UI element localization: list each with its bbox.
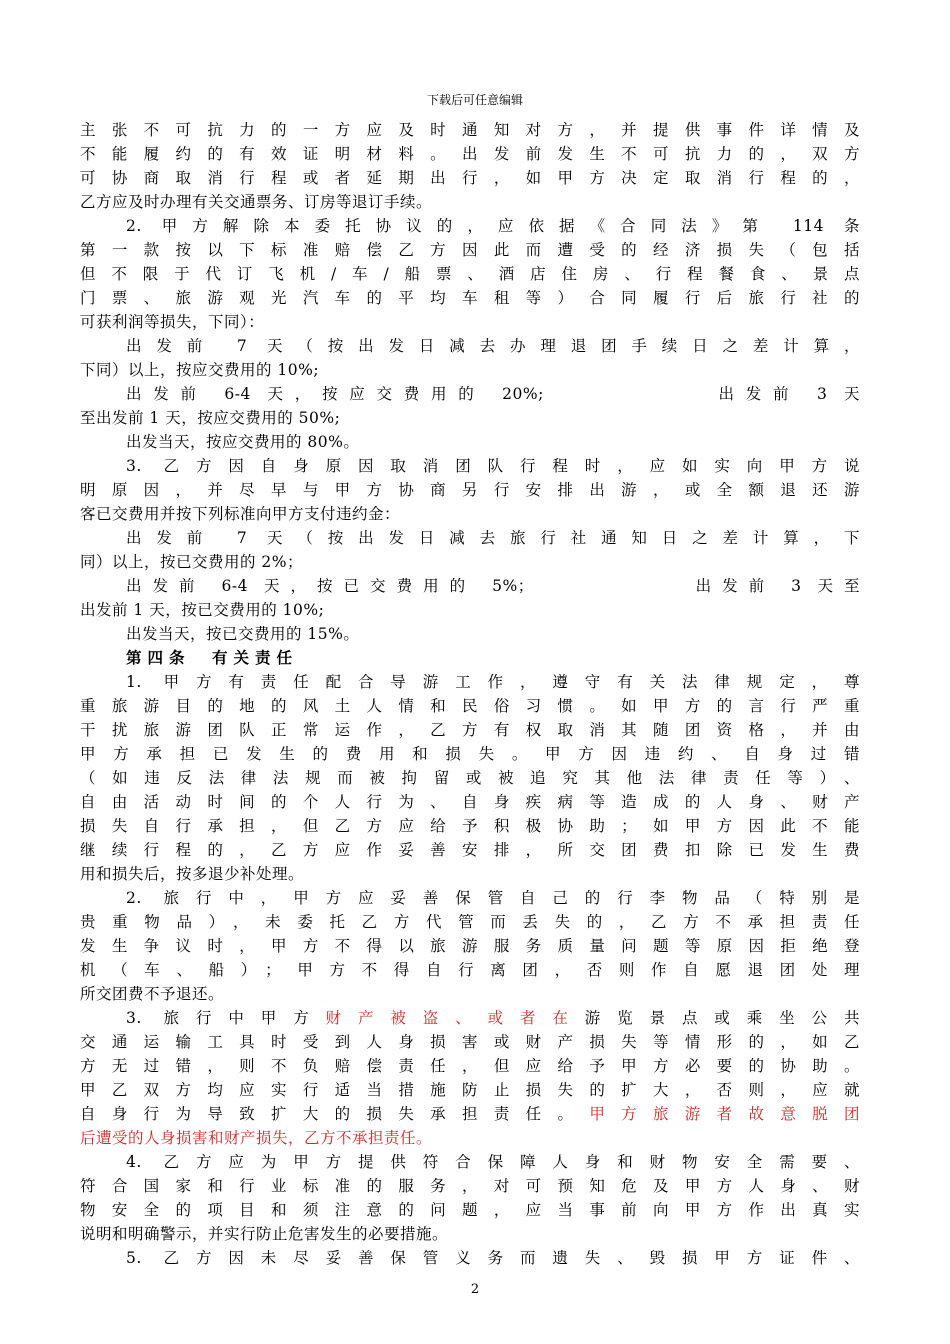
text-line	[80, 310, 860, 334]
text-line	[80, 814, 860, 838]
text-segment: 出发前 7 天（按出发日减去旅行社通知日之差计算，下	[126, 529, 860, 547]
text-line	[80, 766, 860, 790]
text-segment: 出发前 1 天，按已交费用的 10%;	[80, 601, 325, 619]
text-line	[80, 1006, 860, 1030]
text-segment: 可协商取消行程或者延期出行，如甲方决定取消行程的，	[80, 169, 860, 187]
text-line	[80, 1126, 860, 1150]
highlighted-text: 甲方旅游者故意脱团	[589, 1105, 860, 1123]
text-line	[80, 526, 860, 550]
text-line	[80, 142, 860, 166]
text-line	[80, 742, 860, 766]
text-line	[80, 262, 860, 286]
text-line	[80, 670, 860, 694]
text-line	[80, 1198, 860, 1222]
text-line	[80, 838, 860, 862]
text-segment: 符合国家和行业标准的服务，对可预知危及甲方人身、财	[80, 1177, 860, 1195]
text-line	[80, 286, 860, 310]
text-line	[80, 502, 860, 526]
text-segment: 下同）以上，按应交费用的 10%;	[80, 361, 320, 379]
text-segment: 出发前 6-4 天，按已交费用的 5%； 出发前 3 天至	[126, 577, 860, 595]
text-segment: 乙方应及时办理有关交通票务、订房等退订手续。	[80, 193, 433, 211]
text-line	[80, 190, 860, 214]
text-line	[80, 934, 860, 958]
text-segment: 同）以上，按已交费用的 2%；	[80, 553, 304, 571]
text-segment: 交通运输工具时受到人身损害或财产损失等情形的，如乙	[80, 1033, 860, 1051]
text-segment: 不能履约的有效证明材料。出发前发生不可抗力的，双方	[80, 145, 860, 163]
text-segment: 明原因，并尽早与甲方协商另行安排出游，或全额退还游	[80, 481, 860, 499]
text-line	[80, 910, 860, 934]
text-line	[80, 694, 860, 718]
highlighted-text: 财产被盗、或者在	[325, 1009, 585, 1027]
text-line	[80, 214, 860, 238]
text-segment: 游览景点或乘坐公共	[584, 1009, 860, 1027]
text-segment: 3. 乙方因自身原因取消团队行程时，应如实向甲方说	[126, 457, 860, 475]
text-line	[80, 1150, 860, 1174]
section-heading	[80, 646, 860, 670]
text-line	[80, 1102, 860, 1126]
text-segment: （如违反法律法规而被拘留或被追究其他法律责任等）、	[80, 769, 860, 787]
text-segment: 1. 甲方有责任配合导游工作，遵守有关法律规定，尊	[126, 673, 860, 691]
text-segment: 但不限于代订飞机/车/船票、酒店住房、行程餐食、景点	[80, 265, 860, 283]
text-line	[80, 118, 860, 142]
text-segment: 门票、旅游观光汽车的平均车租等）合同履行后旅行社的	[80, 289, 860, 307]
text-segment: 发生争议时，甲方不得以旅游服务质量问题等原因拒绝登	[80, 937, 860, 955]
text-line	[80, 454, 860, 478]
text-segment: 物安全的项目和须注意的问题，应当事前向甲方作出真实	[80, 1201, 860, 1219]
text-line	[80, 1246, 860, 1270]
document-body	[80, 118, 860, 1270]
text-line	[80, 166, 860, 190]
text-segment: 损失自行承担，但乙方应给予积极协助；如甲方因此不能	[80, 817, 860, 835]
text-line	[80, 622, 860, 646]
text-segment: 说明和明确警示，并实行防止危害发生的必要措施。	[80, 1225, 449, 1243]
text-line	[80, 718, 860, 742]
text-segment: 3. 旅行中甲方	[126, 1009, 326, 1027]
page-number: 2	[470, 1282, 480, 1297]
text-segment: 客已交费用并按下列标准向甲方支付违约金：	[80, 505, 401, 523]
page-header: 下载后可任意编辑	[426, 93, 523, 107]
text-line	[80, 334, 860, 358]
text-segment: 重旅游目的地的风土人情和民俗习惯。如甲方的言行严重	[80, 697, 860, 715]
text-line	[80, 238, 860, 262]
text-line	[80, 1030, 860, 1054]
text-line	[80, 1054, 860, 1078]
text-line	[80, 430, 860, 454]
text-line	[80, 1222, 860, 1246]
text-segment: 2. 旅行中，甲方应妥善保管自己的行李物品（特别是	[126, 889, 860, 907]
text-line	[80, 982, 860, 1006]
text-segment: 继续行程的，乙方应作妥善安排，所交团费扣除已发生费	[80, 841, 860, 859]
text-segment: 机（车、船）；甲方不得自行离团，否则作自愿退团处理	[80, 961, 860, 979]
text-segment: 2. 甲方解除本委托协议的，应依据《合同法》第 114 条	[126, 217, 860, 235]
text-segment: 自由活动时间的个人行为、自身疾病等造成的人身、财产	[80, 793, 860, 811]
text-segment: 出发当天，按已交费用的 15%。	[126, 625, 360, 643]
text-segment: 主张不可抗力的一方应及时通知对方，并提供事件详情及	[80, 121, 860, 139]
text-segment: 可获利润等损失，下同）：	[80, 313, 265, 331]
text-line	[80, 574, 860, 598]
text-segment: 干扰旅游团队正常运作，乙方有权取消其随团资格，并由	[80, 721, 860, 739]
text-line	[80, 886, 860, 910]
text-line	[80, 598, 860, 622]
text-line	[80, 790, 860, 814]
text-segment: 出发前 6-4 天，按应交费用的 20%; 出发前 3 天	[126, 385, 860, 403]
text-line	[80, 478, 860, 502]
text-line	[80, 382, 860, 406]
text-segment: 甲乙双方均应实行适当措施防止损失的扩大，否则，应就	[80, 1081, 860, 1099]
text-segment: 用和损失后，按多退少补处理。	[80, 865, 305, 883]
text-segment: 第四条 有关责任	[126, 648, 299, 667]
text-line	[80, 550, 860, 574]
text-line	[80, 958, 860, 982]
text-segment: 5. 乙方因未尽妥善保管义务而遗失、毁损甲方证件、	[126, 1249, 860, 1267]
text-segment: 出发前 7 天（按出发日减去办理退团手续日之差计算，	[126, 337, 860, 355]
text-segment: 第一款按以下标准赔偿乙方因此而遭受的经济损失（包括	[80, 241, 860, 259]
text-line	[80, 406, 860, 430]
text-segment: 4. 乙方应为甲方提供符合保障人身和财物安全需要、	[126, 1153, 860, 1171]
text-segment: 方无过错，则不负赔偿责任，但应给予甲方必要的协助。	[80, 1057, 860, 1075]
text-segment: 至出发前 1 天，按应交费用的 50%;	[80, 409, 341, 427]
text-line	[80, 358, 860, 382]
text-line	[80, 862, 860, 886]
text-line	[80, 1174, 860, 1198]
text-segment: 所交团费不予退还。	[80, 985, 225, 1003]
highlighted-text: 后遭受的人身损害和财产损失，乙方不承担责任。	[80, 1129, 433, 1147]
text-segment: 自身行为导致扩大的损失承担责任。	[80, 1105, 590, 1123]
text-segment: 出发当天，按应交费用的 80%。	[126, 433, 360, 451]
text-line	[80, 1078, 860, 1102]
text-segment: 贵重物品），未委托乙方代管而丢失的，乙方不承担责任	[80, 913, 860, 931]
text-segment: 甲方承担已发生的费用和损失。甲方因违约、自身过错	[80, 745, 860, 763]
